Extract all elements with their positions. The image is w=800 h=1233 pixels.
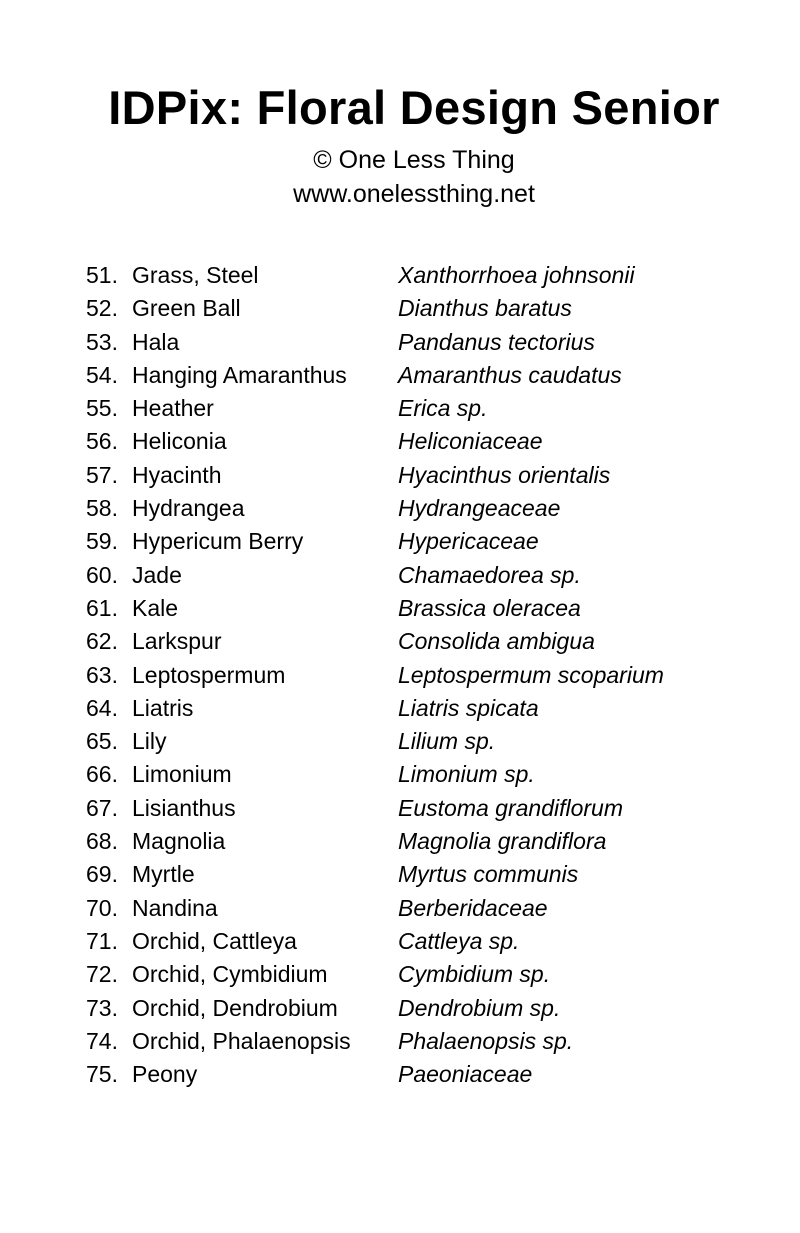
scientific-name: Paeoniaceae	[398, 1061, 533, 1088]
item-number: 67.	[86, 794, 118, 821]
item-number: 54.	[86, 361, 118, 388]
list-item	[0, 592, 800, 625]
scientific-name: Limonium sp.	[398, 761, 535, 788]
scientific-name: Amaranthus caudatus	[398, 361, 622, 388]
common-name: Orchid, Dendrobium	[132, 994, 338, 1021]
scientific-name: Dianthus baratus	[398, 295, 572, 322]
list-item	[0, 259, 800, 292]
item-number: 70.	[86, 894, 118, 921]
list-item	[0, 825, 800, 858]
page-title: IDPix: Floral Design Senior	[108, 81, 720, 134]
list-item	[0, 659, 800, 692]
common-name: Larkspur	[132, 628, 222, 655]
common-name: Hydrangea	[132, 495, 245, 522]
scientific-name: Cymbidium sp.	[398, 961, 551, 988]
list-item	[0, 692, 800, 725]
item-number: 57.	[86, 461, 118, 488]
list-item	[0, 625, 800, 658]
common-name: Jade	[132, 561, 182, 588]
common-name: Leptospermum	[132, 661, 286, 688]
list-item	[0, 992, 800, 1025]
list-item	[0, 492, 800, 525]
common-name: Orchid, Phalaenopsis	[132, 1027, 351, 1054]
item-number: 53.	[86, 328, 118, 355]
scientific-name: Liatris spicata	[398, 694, 539, 721]
list-item	[0, 392, 800, 425]
list-item	[0, 925, 800, 958]
item-number: 74.	[86, 1027, 118, 1054]
item-number: 55.	[86, 395, 118, 422]
item-number: 58.	[86, 495, 118, 522]
item-number: 64.	[86, 694, 118, 721]
list-item	[0, 425, 800, 458]
scientific-name: Myrtus communis	[398, 861, 579, 888]
scientific-name: Leptospermum scoparium	[398, 661, 664, 688]
common-name: Grass, Steel	[132, 262, 259, 288]
item-number: 61.	[86, 594, 118, 621]
common-name: Orchid, Cattleya	[132, 927, 297, 954]
item-number: 71.	[86, 927, 118, 954]
list-item	[0, 459, 800, 492]
list-item	[0, 1058, 800, 1091]
list-item	[0, 858, 800, 891]
item-number: 75.	[86, 1061, 118, 1088]
item-number: 66.	[86, 761, 118, 788]
item-number: 56.	[86, 428, 118, 455]
scientific-name: Heliconiaceae	[398, 428, 543, 455]
item-number: 69.	[86, 861, 118, 888]
item-number: 62.	[86, 628, 118, 655]
list-item	[0, 559, 800, 592]
scientific-name: Berberidaceae	[398, 894, 548, 921]
scientific-name: Hydrangeaceae	[398, 495, 561, 522]
item-number: 63.	[86, 661, 118, 688]
list-item	[0, 792, 800, 825]
list-item	[0, 359, 800, 392]
common-name: Orchid, Cymbidium	[132, 961, 328, 988]
item-number: 73.	[86, 994, 118, 1021]
copyright-line: © One Less Thing	[313, 146, 515, 174]
common-name: Hypericum Berry	[132, 528, 304, 555]
list-item	[0, 1025, 800, 1058]
scientific-name: Cattleya sp.	[398, 927, 520, 954]
scientific-name: Xanthorrhoea johnsonii	[398, 262, 635, 288]
common-name: Lily	[132, 728, 167, 755]
list-item	[0, 758, 800, 791]
common-name: Heliconia	[132, 428, 227, 455]
scientific-name: Brassica oleracea	[398, 594, 581, 621]
common-name: Green Ball	[132, 295, 241, 322]
common-name: Hanging Amaranthus	[132, 361, 347, 388]
common-name: Nandina	[132, 894, 218, 921]
item-number: 65.	[86, 728, 118, 755]
scientific-name: Phalaenopsis sp.	[398, 1027, 574, 1054]
list-item	[0, 725, 800, 758]
list-item	[0, 292, 800, 325]
item-number: 68.	[86, 828, 118, 855]
scientific-name: Hypericaceae	[398, 528, 539, 555]
common-name: Hala	[132, 328, 180, 355]
scientific-name: Erica sp.	[398, 395, 488, 422]
list-item	[0, 525, 800, 558]
common-name: Hyacinth	[132, 461, 222, 488]
common-name: Liatris	[132, 694, 194, 721]
scientific-name: Hyacinthus orientalis	[398, 461, 611, 488]
website-link[interactable]: www.onelessthing.net	[293, 180, 535, 208]
scientific-name: Lilium sp.	[398, 728, 496, 755]
common-name: Magnolia	[132, 828, 226, 855]
list-item	[0, 958, 800, 991]
list-item	[0, 892, 800, 925]
item-number: 52.	[86, 295, 118, 322]
common-name: Lisianthus	[132, 794, 236, 821]
scientific-name: Eustoma grandiflorum	[398, 794, 623, 821]
scientific-name: Chamaedorea sp.	[398, 561, 581, 588]
scientific-name: Magnolia grandiflora	[398, 828, 607, 855]
common-name: Peony	[132, 1061, 198, 1088]
item-number: 51.	[86, 262, 118, 288]
common-name: Myrtle	[132, 861, 195, 888]
scientific-name: Consolida ambigua	[398, 628, 595, 655]
common-name: Limonium	[132, 761, 232, 788]
common-name: Kale	[132, 594, 179, 621]
list-item	[0, 326, 800, 359]
common-name: Heather	[132, 395, 214, 422]
item-number: 60.	[86, 561, 118, 588]
flower-list	[0, 259, 800, 1091]
item-number: 59.	[86, 528, 118, 555]
item-number: 72.	[86, 961, 118, 988]
scientific-name: Pandanus tectorius	[398, 328, 595, 355]
scientific-name: Dendrobium sp.	[398, 994, 561, 1021]
